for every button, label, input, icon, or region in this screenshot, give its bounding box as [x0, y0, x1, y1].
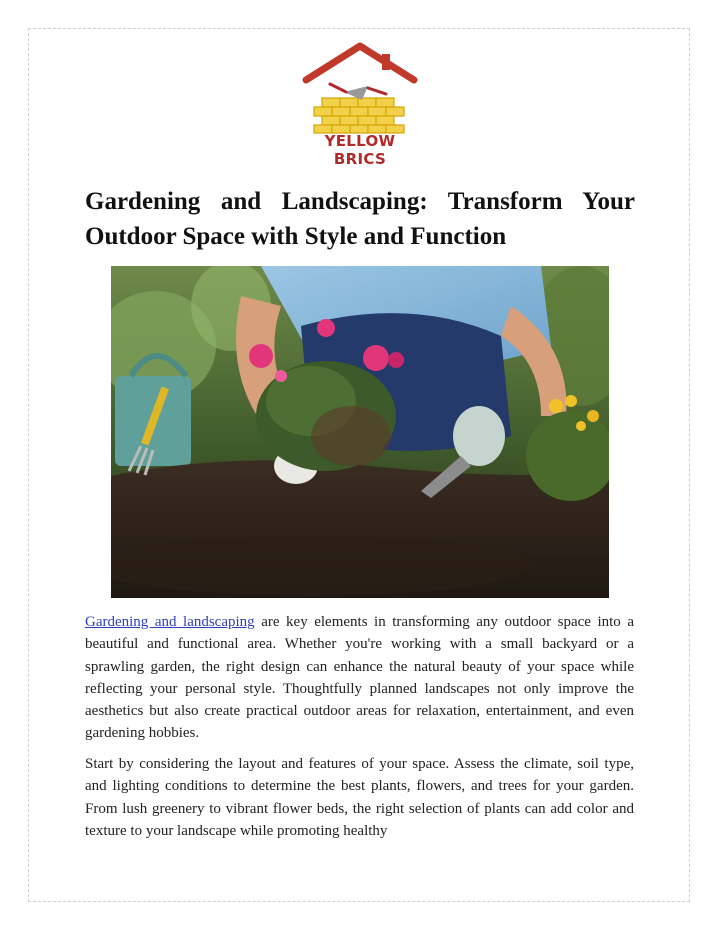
intro-paragraph-text: are key elements in transforming any outdoor space into a beautiful and functional area. Whether you're working with a small backyard or a sprawling garden, the right design can enhance the natural beauty of your space while reflecting your personal style. Thoughtfully planned landscapes not only improve the aesthetics but also create practical outdoor areas for relaxation, entertainment, and even gardening hobbies. [85, 614, 634, 742]
gardening-landscaping-link[interactable]: Gardening and landscaping [85, 614, 255, 630]
article-title: Gardening and Landscaping: Transform Your Outdoor Space with Style and Function [85, 188, 635, 250]
brand-name: YELLOW BRICS [324, 132, 396, 168]
intro-paragraph [85, 611, 634, 745]
second-paragraph: Start by considering the layout and features of your space. Assess the climate, soil type, and lighting conditions to determine the best plants, flowers, and trees for your garden. From lush greenery to vibrant flower beds, the right selection of plants can add color and texture to your landscape while promoting healthy [85, 756, 634, 839]
gardening-photo [111, 266, 609, 598]
